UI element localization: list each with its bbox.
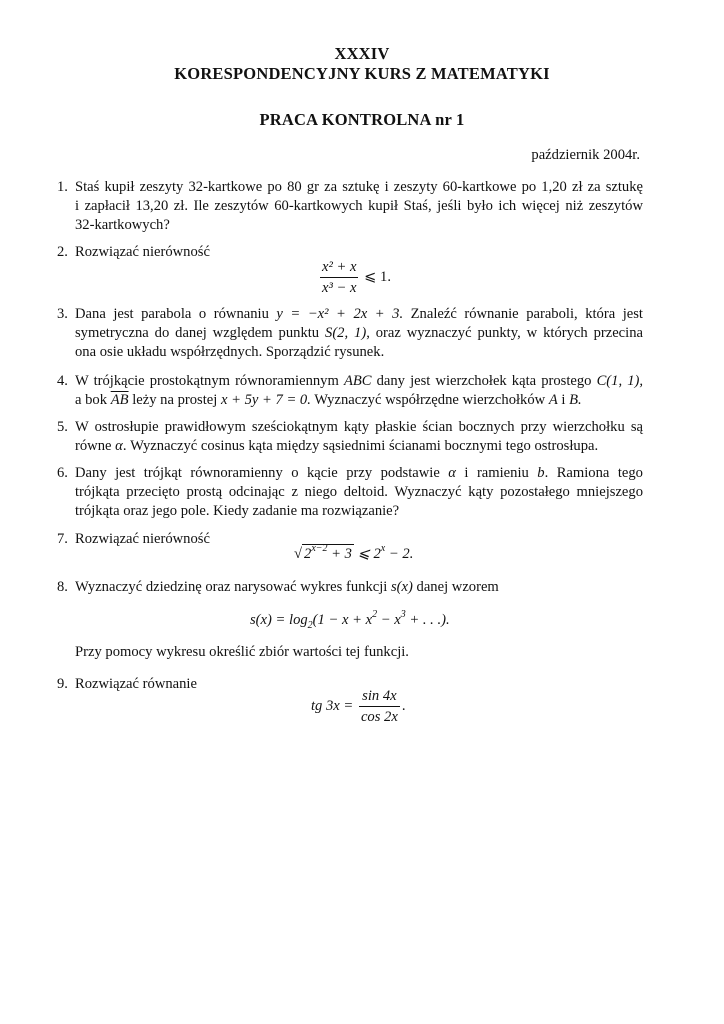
course-number: XXXIV — [334, 44, 390, 63]
problem-number: 6. — [57, 465, 68, 481]
problem-text-line: a bok $\overline{AB}$ leży na prostej x + 5y + 7 = 0. Wyznaczyć współrzędne wierzchołków A i B. — [75, 392, 582, 408]
problem-number: 4. — [57, 373, 68, 389]
problem-4 — [57, 372, 643, 410]
problem-text-line: Staś kupił zeszyty 32-kartkowe po 80 gr za sztukę i zeszyty 60-kartkowe po 1,20 zł za sztukę — [75, 179, 643, 195]
problem-text-line: Wyznaczyć dziedzinę oraz narysować wykres funkcji s(x) danej wzorem — [75, 579, 499, 595]
segment-ab: $\overline{AB}$ — [110, 392, 129, 408]
denominator: x³ − x — [322, 280, 357, 296]
problem-1 — [57, 178, 643, 235]
assignment-title: PRACA KONTROLNA nr 1 — [259, 110, 465, 129]
parabola-equation: y = −x² + 2x + 3. — [276, 306, 404, 322]
denominator: cos 2x — [360, 709, 398, 725]
problem-text-line: trójkąta oraz jego pole. Kiedy zadanie ma rozwiązanie? — [75, 503, 400, 519]
numerator: x² + x — [320, 258, 358, 278]
problem-number: 3. — [57, 306, 68, 322]
problem-text-line: Rozwiązać nierówność — [75, 244, 210, 260]
equation-lhs: tg 3x = — [311, 697, 354, 714]
problem-number: 9. — [57, 676, 68, 692]
relation: ⩽ $2^x - 2$. — [357, 543, 414, 562]
problem-number: 5. — [57, 419, 68, 435]
fraction — [320, 258, 358, 297]
document-date: październik 2004r. — [531, 147, 640, 163]
problem-text-line: W ostrosłupie prawidłowym sześciokątnym kąty płaskie ścian bocznych przy wierzchołku są — [75, 419, 643, 435]
problem-text-line: równe α. Wyznaczyć cosinus kąta między sąsiednimi ścianami bocznymi tego ostrosłupa. — [75, 438, 599, 454]
problem-text-line: Dana jest parabola o równaniu y = −x² + 2x + 3. Znaleźć równanie paraboli, która jest — [75, 306, 643, 322]
problem-number: 7. — [57, 531, 68, 547]
problem-number: 2. — [57, 244, 68, 260]
equation-9: tg 3x = $\frac{\sin 4x}{\cos 2x}$ . — [311, 688, 406, 725]
problem-text-line: Dany jest trójkąt równoramienny o kącie przy podstawie α i ramieniu b. Ramiona tego — [75, 465, 643, 481]
numerator: sin 4x — [359, 687, 400, 707]
problem-text-line: Przy pomocy wykresu określić zbiór wartości tej funkcji. — [75, 644, 409, 660]
fraction — [359, 687, 400, 726]
point-s: S(2, 1) — [325, 325, 367, 341]
problem-text-line: Rozwiązać równanie — [75, 676, 197, 692]
problem-5 — [57, 418, 643, 456]
problem-text-line: Rozwiązać nierówność — [75, 531, 210, 547]
problem-text-line: W trójkącie prostokątnym równoramiennym ABC dany jest wierzchołek kąta prostego C(1, 1), — [75, 373, 643, 389]
problem-6 — [57, 464, 643, 521]
problem-text-line: trójkąta przecięto prostą odcinając z niego deltoid. Wyznaczyć kąty pozostałego mniejszego — [75, 484, 643, 500]
problem-number: 1. — [57, 179, 68, 195]
problem-text-line: symetryczna do danej względem punktu S(2, 1), oraz wyznaczyć punkty, w których przecina — [75, 325, 643, 341]
problem-number: 8. — [57, 579, 68, 595]
inequality-2 — [318, 258, 391, 297]
course-title: KORESPONDENCYJNY KURS Z MATEMATYKI — [174, 64, 550, 83]
problem-8 — [57, 578, 643, 597]
inequality-7 — [294, 544, 413, 564]
relation: ⩽ 1. — [364, 268, 391, 285]
function-formula: $s(x) = \log_2(1 - x + x^2 - x^3$ + . . .). — [250, 609, 450, 631]
problem-text-line: ona osie układu współrzędnych. Sporządzić rysunek. — [75, 344, 385, 360]
problem-text-line: i zapłacił 13,20 zł. Ile zeszytów 60-kartkowych kupił Staś, jeśli było ich więcej niż zeszytów — [75, 198, 643, 214]
problem-text-line: 32-kartkowych? — [75, 217, 170, 233]
problem-3 — [57, 305, 643, 362]
square-root: √ $2^{x-2} + 3$ — [294, 543, 352, 562]
problem-8-followup — [57, 643, 643, 662]
